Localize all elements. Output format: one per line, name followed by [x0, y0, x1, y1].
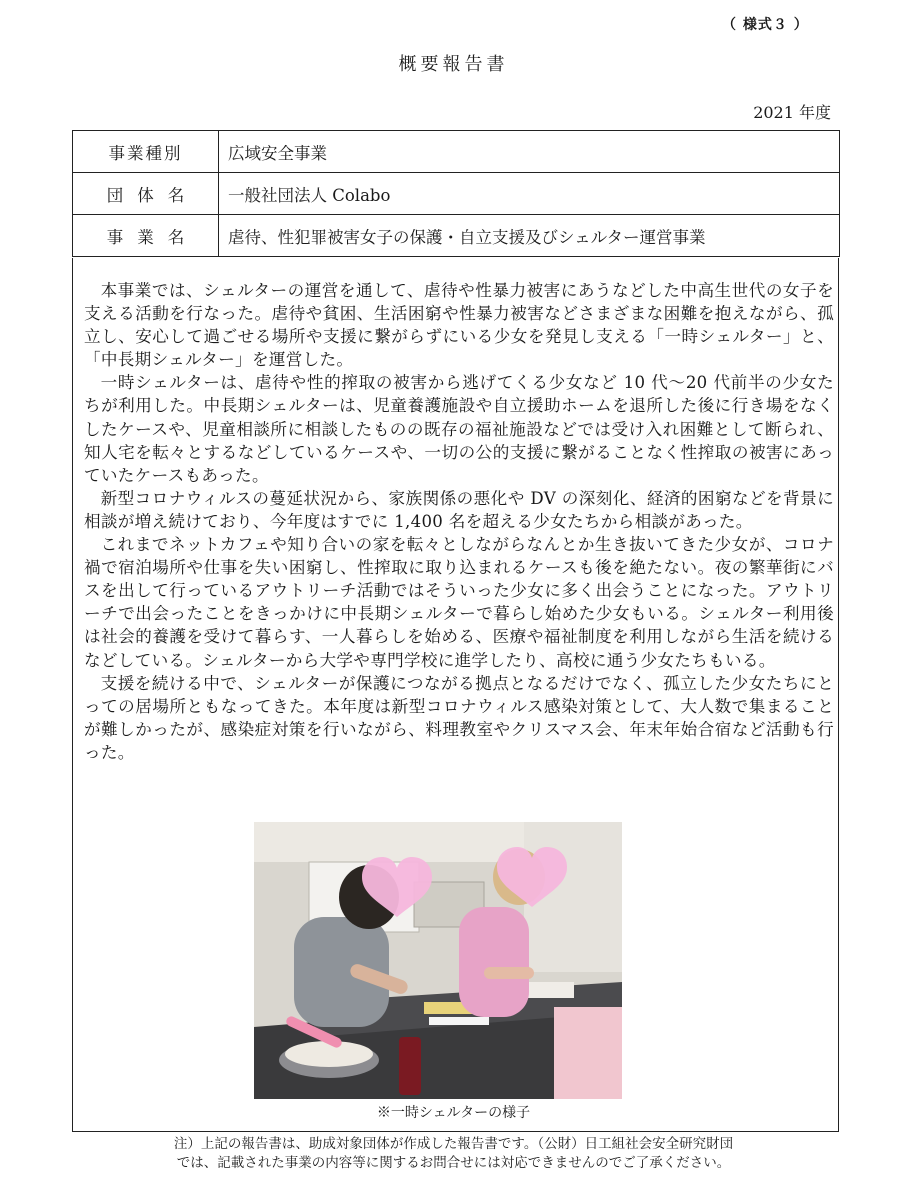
paragraph: 本事業では、シェルターの運営を通して、虐待や性暴力被害にあうなどした中高生世代の女子を支える活動を行なった。虐待や貧困、生活困窮や性暴力被害などさまざまな困難を抱えながら、孤立し、安心して過ごせる場所や支援に繋がらずにいる少女を発見し支える「一時シェルター」と、「中長期シェルター」を運営した。	[84, 281, 834, 370]
shelter-photo-illustration	[254, 822, 622, 1099]
paragraph: 支援を続ける中で、シェルターが保護につながる拠点となるだけでなく、孤立した少女たちにとっての居場所ともなってきた。本年度は新型コロナウィルス感染対策として、大人数で集まることが難しかったが、感染症対策を行いながら、料理教室やクリスマス会、年末年始合宿など活動も行った。	[84, 673, 834, 762]
table-row	[73, 173, 840, 215]
photo-caption: ※一時シェルターの様子	[376, 1105, 531, 1121]
paragraph: これまでネットカフェや知り合いの家を転々としながらなんとか生き抜いてきた少女が、コロナ禍で宿泊場所や仕事を失い困窮し、性搾取に取り込まれるケースも後を絶たない。夜の繁華街にバスを出して行っているアウトリーチ活動ではそういった少女に多く出会うことになった。アウトリーチで出会ったことをきっかけに中長期シェルターで暮らし始めた少女もいる。シェルター利用後は社会的養護を受けて暮らす、一人暮らしを始める、医療や福祉制度を利用しながら生活を続けるなどしている。シェルターから大学や専門学校に進学したり、高校に通う少女たちもいる。	[84, 535, 834, 670]
table-row	[73, 215, 840, 257]
label-organization-name: 団体名	[73, 173, 219, 215]
label-project-name: 事業名	[73, 215, 219, 257]
footnote	[0, 1135, 907, 1173]
paragraph: 一時シェルターは、虐待や性的搾取の被害から逃げてくる少女など 10 代〜20 代前半の少女たちが利用した。中長期シェルターは、児童養護施設や自立援助ホームを退所した後に行き場をなくしたケースや、児童相談所に相談したものの既存の福祉施設などでは受け入れ困難として断られ、知人宅を転々とするなどしているケースや、一切の公的支援に繋がることなく性搾取の被害にあっていたケースもあった。	[84, 373, 834, 485]
footnote-line: 注）上記の報告書は、助成対象団体が作成した報告書です。（公財）日工組社会安全研究財団	[173, 1136, 734, 1152]
label-project-type: 事業種別	[73, 131, 219, 173]
table-row	[73, 131, 840, 173]
shelter-photo	[254, 822, 622, 1099]
fiscal-year: 2021 年度	[753, 103, 831, 122]
value-project-type: 広域安全事業	[219, 131, 840, 173]
project-info-table	[72, 130, 840, 257]
report-body-text	[84, 279, 834, 764]
document-title: 概要報告書	[398, 54, 509, 75]
value-project-name: 虐待、性犯罪被害女子の保護・自立支援及びシェルター運営事業	[219, 215, 840, 257]
footnote-line: では、記載された事業の内容等に関するお問合せには対応できませんのでご了承ください。	[176, 1155, 731, 1171]
paragraph: 新型コロナウィルスの蔓延状況から、家族関係の悪化や DV の深刻化、経済的困窮などを背景に相談が増え続けており、今年度はすでに 1,400 名を超える少女たちから相談があった。	[84, 488, 834, 531]
form-number: （ 様式３ ）	[722, 17, 809, 33]
value-organization-name: 一般社団法人 Colabo	[219, 173, 840, 215]
